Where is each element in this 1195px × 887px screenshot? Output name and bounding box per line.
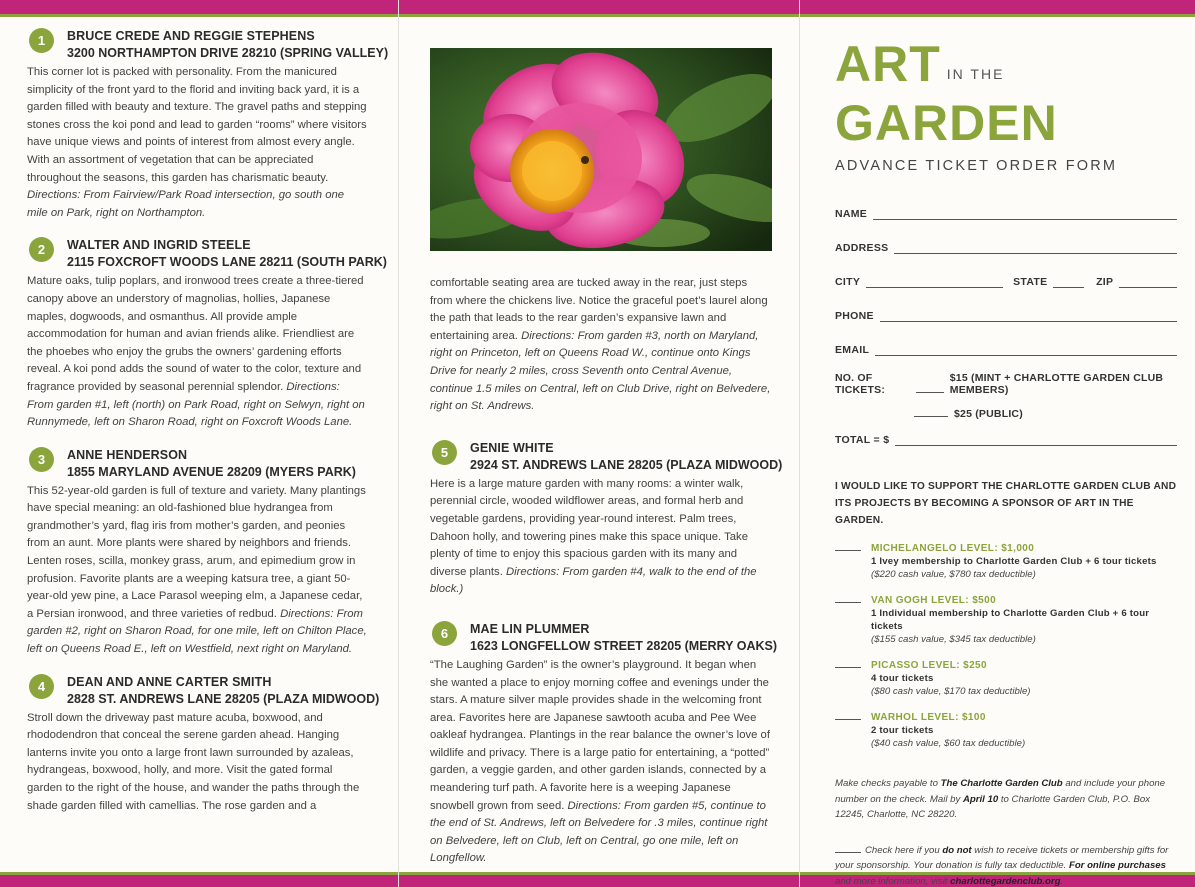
address-label: ADDRESS bbox=[835, 242, 889, 254]
title-in-the: IN THE bbox=[946, 66, 1005, 82]
city-state-zip-row bbox=[835, 264, 1177, 298]
note-text: and more information, visit bbox=[835, 875, 951, 887]
zip-field[interactable] bbox=[1119, 287, 1177, 288]
tickets-members-row bbox=[835, 372, 1177, 396]
garden-description bbox=[430, 657, 772, 868]
garden-owner-name: ANNE HENDERSON bbox=[67, 447, 188, 462]
level-description: 1 Ivey membership to Charlotte Garden Club + 6 tour tickets bbox=[871, 556, 1157, 567]
total-field[interactable] bbox=[895, 445, 1177, 446]
tickets-section bbox=[835, 372, 1177, 420]
name-label: NAME bbox=[835, 208, 868, 220]
level-description: 4 tour tickets bbox=[871, 673, 934, 684]
sponsor-level-checkbox[interactable] bbox=[835, 659, 861, 668]
address-field[interactable] bbox=[894, 253, 1177, 254]
garden-number-badge: 2 bbox=[29, 237, 54, 262]
garden-text: This corner lot is packed with personality. From the manicured simplicity of the front yard to the florid and inviting back yard, it is a garden filled with beauty and texture. The gravel paths and stepping stones cross the koi pond and lead to garden “rooms” where visitors have unique views and points of interest from almost every angle. With an assortment of vegetation that can be appreciated throughout the seasons, this garden has charismatic beauty. bbox=[27, 66, 367, 184]
name-field[interactable] bbox=[873, 219, 1177, 220]
city-label: CITY bbox=[835, 276, 861, 288]
mail-by-date: April 10 bbox=[962, 793, 999, 805]
note-text: wish to receive tickets or membership gifts for your sponsorship. Your donation is fully tax deductible. bbox=[835, 844, 1169, 871]
garden-text: Here is a large mature garden with many rooms: a winter walk, perennial circle, wooded wildflower areas, and formal herb and vegetable gardens, providing year-round interest. Palm trees, Dahoon holly, and towering pines make this space unique. Take plenty of time to enjoy this spacious garden with its many and diverse plants. bbox=[430, 477, 748, 578]
top-color-band bbox=[0, 0, 1195, 17]
garden-description bbox=[430, 476, 772, 599]
garden-description bbox=[27, 483, 367, 659]
level-value: ($80 cash value, $170 tax deductible) bbox=[871, 686, 1031, 697]
garden-text: comfortable seating area are tucked away in the rear, just steps from where the chickens live. Notice the graceful poet’s laurel along the path that leads to the rear garden’s expansive lawn and entertaining area. bbox=[430, 277, 768, 342]
garden-directions: Directions: From garden #3, north on Maryland, right on Princeton, left on Queens Road W., continue onto Kings Drive for nearly 2 miles, cross Seventh onto Central Avenue, continue 1.5 miles on Central, left on Club Drive, right on Belvedere, right on St. Andrews. bbox=[430, 329, 771, 413]
email-label: EMAIL bbox=[835, 344, 870, 356]
sponsor-level-checkbox[interactable] bbox=[835, 594, 861, 603]
level-value: ($155 cash value, $345 tax deductible) bbox=[871, 634, 1036, 645]
garden-number-badge: 6 bbox=[432, 621, 457, 646]
address-field-row bbox=[835, 230, 1177, 264]
garden-description bbox=[27, 710, 367, 816]
column-photo-gardens-5-6 bbox=[430, 48, 783, 883]
title-art bbox=[835, 36, 1177, 98]
garden-address: 2924 ST. ANDREWS LANE 28205 (PLAZA MIDWOOD) bbox=[470, 457, 783, 472]
pink-peony-image bbox=[430, 48, 772, 251]
form-subtitle: ADVANCE TICKET ORDER FORM bbox=[835, 158, 1118, 174]
opt-out-checkbox[interactable] bbox=[835, 852, 861, 853]
phone-label: PHONE bbox=[835, 310, 874, 322]
garden-number-badge: 5 bbox=[432, 440, 457, 465]
name-field-row bbox=[835, 196, 1177, 230]
garden-address: 2828 ST. ANDREWS LANE 28205 (PLAZA MIDWOOD) bbox=[67, 691, 380, 706]
garden-text: Mature oaks, tulip poplars, and ironwood trees create a three-tiered canopy above an understory of magnolias, hollies, Japanese maples, dogwoods, and osmanthus. All provide ample accommodation for human and avian friends alike. Friendliest are the phoebes who enjoy the grubs the owners’ gardening efforts reveal. A koi pond adds the sound of water to the color, texture and fragrance provided by seasonal perennial splendor. bbox=[27, 275, 364, 393]
garden-directions: Directions: From garden #2, right on Sharon Road, for one mile, left on Chilton Place, left on Queens Road E., left on Westfield, next right on Maryland. bbox=[27, 607, 367, 656]
title-garden: GARDEN bbox=[835, 95, 1058, 151]
payment-instructions bbox=[835, 776, 1177, 823]
garden-text: Stroll down the driveway past mature acuba, boxwood, and rhododendron that conceal the serene garden ahead. Hanging lanterns invite you onto a large front lawn surrounded by azaleas, hydrangeas, boxwood, holly, and more. Visit the gated formal garden to the right of the house, and wander the paths through the shade garden filled with camellias. The rose garden and a bbox=[27, 711, 360, 812]
level-name: VAN GOGH LEVEL: $500 bbox=[871, 595, 997, 606]
garden-entry-2 bbox=[27, 237, 387, 431]
sponsor-level-warhol bbox=[835, 711, 1177, 750]
garden-description bbox=[27, 64, 367, 222]
sponsor-statement: I WOULD LIKE TO SUPPORT THE CHARLOTTE GARDEN CLUB AND ITS PROJECTS BY BECOMING A SPONSOR OF ART IN THE GARDEN. bbox=[835, 481, 1177, 526]
phone-field[interactable] bbox=[880, 321, 1177, 322]
column-gardens-1-4 bbox=[27, 28, 389, 830]
peony-photo bbox=[430, 48, 772, 251]
note-text: . bbox=[1060, 875, 1064, 887]
email-field[interactable] bbox=[875, 355, 1177, 356]
garden-description bbox=[27, 273, 367, 431]
sponsor-level-checkbox[interactable] bbox=[835, 711, 861, 720]
payee-name: The Charlotte Garden Club bbox=[940, 778, 1063, 789]
zip-label: ZIP bbox=[1096, 276, 1114, 288]
total-label: TOTAL = $ bbox=[835, 434, 890, 446]
email-field-row bbox=[835, 332, 1177, 366]
tickets-members-field[interactable] bbox=[916, 392, 944, 393]
level-value: ($220 cash value, $780 tax deductible) bbox=[871, 569, 1036, 580]
sponsor-level-checkbox[interactable] bbox=[835, 542, 861, 551]
garden-directions: Directions: From Fairview/Park Road intersection, go south one mile on Park, right on Northampton. bbox=[27, 189, 345, 219]
level-description: 1 Individual membership to Charlotte Garden Club + 6 tour tickets bbox=[871, 608, 1150, 632]
garden-address: 1855 MARYLAND AVENUE 28209 (MYERS PARK) bbox=[67, 464, 356, 479]
sponsor-level-michelangelo bbox=[835, 542, 1177, 581]
garden-4-continued bbox=[430, 275, 772, 416]
garden-address: 1623 LONGFELLOW STREET 28205 (MERRY OAKS) bbox=[470, 638, 778, 653]
level-name: PICASSO LEVEL: $250 bbox=[871, 660, 987, 671]
sponsor-level-van-gogh bbox=[835, 594, 1177, 646]
level-value: ($40 cash value, $60 tax deductible) bbox=[871, 738, 1026, 749]
price-public: $25 (PUBLIC) bbox=[954, 408, 1023, 420]
tickets-public-row bbox=[835, 396, 1177, 420]
garden-entry-1 bbox=[27, 28, 389, 222]
garden-owner-name: MAE LIN PLUMMER bbox=[470, 621, 590, 636]
note-text: Check here if you bbox=[865, 844, 943, 856]
state-field[interactable] bbox=[1053, 287, 1084, 288]
garden-owner-name: DEAN AND ANNE CARTER SMITH bbox=[67, 674, 272, 689]
note-text: and include your phone number on the check. Mail by bbox=[835, 778, 1166, 805]
price-members: $15 (MINT + CHARLOTTE GARDEN CLUB MEMBERS) bbox=[949, 372, 1164, 396]
garden-address: 3200 NORTHAMPTON DRIVE 28210 (SPRING VALLEY) bbox=[67, 46, 389, 60]
ticket-order-form bbox=[835, 36, 1177, 887]
note-text: Make checks payable to bbox=[835, 778, 941, 789]
garden-directions: Directions: From garden #4, walk to the end of the block.) bbox=[430, 565, 757, 596]
note-emphasis: do not bbox=[942, 844, 972, 856]
level-description: 2 tour tickets bbox=[871, 725, 934, 736]
garden-number-badge: 1 bbox=[29, 28, 54, 53]
tickets-public-field[interactable] bbox=[914, 416, 948, 417]
fold-line bbox=[398, 0, 399, 887]
garden-number-badge: 4 bbox=[29, 674, 54, 699]
garden-number-badge: 3 bbox=[29, 447, 54, 472]
garden-text: This 52-year-old garden is full of texture and variety. Many plantings have special meaning: an old-fashioned blue hydrangea from grandmother’s yard, flag iris from mother’s garden, and peonies from an aunt. More plants were shared by neighbors and friends. Lenten roses, scilla, monkey grass, arum, and epimedium grow in profusion. Favorite plants are a weeping katsura tree, a giant 50-year-old yew pine, a Lace Parasol weeping elm, a Japanese cedar, a Persian ironwood, and three varieties of redbud. bbox=[27, 484, 366, 620]
garden-owner-name: GENIE WHITE bbox=[470, 440, 554, 455]
garden-text: “The Laughing Garden” is the owner’s playground. It began when she wanted a place to enjoy morning coffee and evenings under the stars. A mature silver maple provides shade in the welcoming front area. Favorites here are Japanese sawtooth acuba and Pee Wee oakleaf hydrangea. Plantings in the rear balance the owner’s love of wildlife and privacy. There is a large patio for entertaining, a “potted” garden, a veggie garden, and other garden islands, connected by a meandering turf path. A favorite here is a weeping Japanese snowbell grown from seed. bbox=[430, 658, 770, 812]
tickets-label: NO. OF TICKETS: bbox=[835, 372, 886, 396]
note-emphasis: For online purchases bbox=[1068, 860, 1166, 871]
opt-out-note bbox=[835, 843, 1177, 887]
fold-line bbox=[799, 0, 800, 887]
note-text: to Charlotte Garden Club, P.O. Box 12245, Charlotte, NC 28220. bbox=[835, 793, 1150, 820]
level-name: MICHELANGELO LEVEL: $1,000 bbox=[871, 543, 1035, 554]
title-art-word: ART bbox=[835, 36, 941, 92]
city-field[interactable] bbox=[866, 287, 1003, 288]
garden-owner-name: WALTER AND INGRID STEELE bbox=[67, 238, 251, 253]
sponsor-level-picasso bbox=[835, 659, 1177, 698]
total-field-row bbox=[835, 420, 1177, 456]
garden-directions: Directions: From garden #1, left (north) on Park Road, right on Selwyn, right on Runnymede, left on Sharon Road, right on Foxcroft Woods Lane. bbox=[27, 380, 365, 429]
website-link[interactable]: charlottegardenclub.org bbox=[950, 875, 1061, 887]
garden-entry-3 bbox=[27, 447, 367, 659]
phone-field-row bbox=[835, 298, 1177, 332]
garden-entry-6 bbox=[430, 621, 778, 868]
garden-entry-4 bbox=[27, 674, 380, 816]
garden-directions: Directions: From garden #5, continue to the end of St. Andrews, left on Belvedere for .3 miles, continue right on Belvedere, left on Club, left on Central, go one mile, left on Longfellow. bbox=[430, 799, 768, 865]
garden-entry-5 bbox=[430, 440, 783, 599]
level-name: WARHOL LEVEL: $100 bbox=[871, 712, 986, 723]
garden-owner-name: BRUCE CREDE AND REGGIE STEPHENS bbox=[67, 29, 315, 43]
state-label: STATE bbox=[1013, 276, 1048, 288]
garden-address: 2115 FOXCROFT WOODS LANE 28211 (SOUTH PARK) bbox=[67, 255, 387, 270]
